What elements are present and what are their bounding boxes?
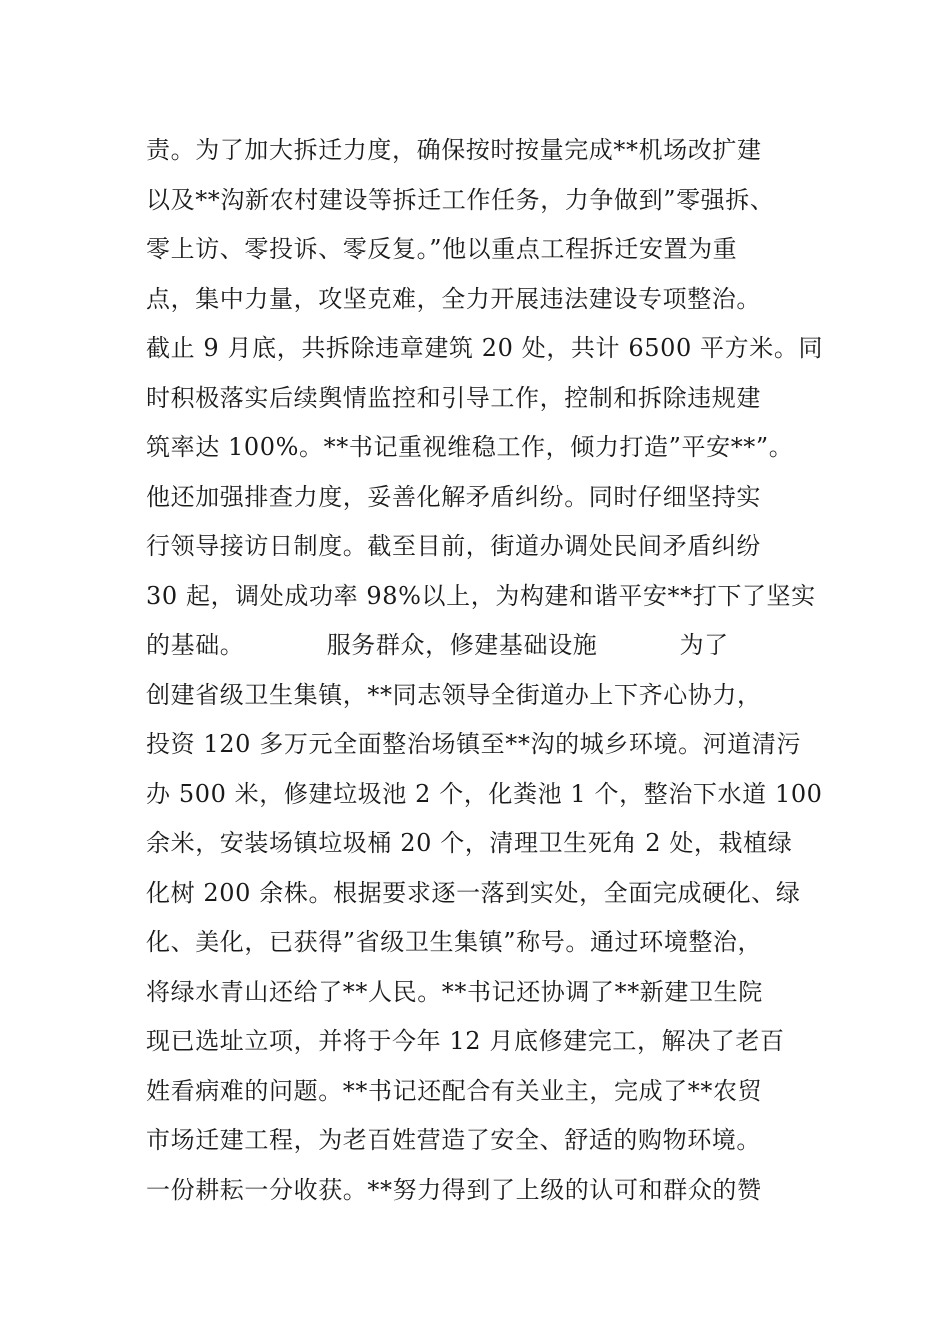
- text-line: 时积极落实后续舆情监控和引导工作，控制和拆除违规建: [146, 383, 761, 412]
- text-line: 余米，安装场镇垃圾桶 20 个，清理卫生死角 2 处，栽植绿: [146, 829, 793, 857]
- text-line: 化树 200 余株。根据要求逐一落到实处，全面完成硬化、绿: [146, 878, 801, 907]
- text-line: 姓看病难的问题。**书记还配合有关业主，完成了**农贸: [146, 1076, 763, 1105]
- text-line: 将绿水青山还给了**人民。**书记还协调了**新建卫生院: [146, 977, 763, 1006]
- text-line: 一份耕耘一分收获。**努力得到了上级的认可和群众的赞: [146, 1175, 762, 1204]
- body-text: [146, 126, 836, 1215]
- text-line: 现已选址立项，并将于今年 12 月底修建完工，解决了老百: [146, 1027, 785, 1055]
- text-line: 点，集中力量，攻坚克难，全力开展违法建设专项整治。: [146, 284, 761, 313]
- text-line: 的基础。 服务群众，修建基础设施 为了: [146, 631, 729, 659]
- text-line: 化、美化，已获得”省级卫生集镇”称号。通过环境整治，: [146, 928, 763, 956]
- text-line: 投资 120 多万元全面整治场镇至**沟的城乡环境。河道清污: [146, 730, 802, 758]
- text-line: 办 500 米，修建垃圾池 2 个，化粪池 1 个，整治下水道 100: [146, 779, 823, 808]
- text-line: 责。为了加大拆迁力度，确保按时按量完成**机场改扩建: [146, 136, 762, 164]
- text-line: 零上访、零投诉、零反复。”他以重点工程拆迁安置为重: [146, 235, 738, 263]
- text-line: 创建省级卫生集镇，**同志领导全街道办上下齐心协力，: [146, 680, 762, 709]
- text-line: 市场迁建工程，为老百姓营造了安全、舒适的购物环境。: [146, 1126, 761, 1154]
- text-line: 行领导接访日制度。截至目前，街道办调处民间矛盾纠纷: [146, 532, 761, 560]
- text-line: 筑率达 100%。**书记重视维稳工作，倾力打造”平安**”。: [146, 433, 794, 461]
- text-line: 截止 9 月底，共拆除违章建筑 20 处，共计 6500 平方米。同: [146, 334, 824, 362]
- text-line: 他还加强排查力度，妥善化解矛盾纠纷。同时仔细坚持实: [146, 482, 761, 511]
- text-line: 30 起，调处成功率 98%以上，为构建和谐平安**打下了坚实: [146, 581, 816, 610]
- text-line: 以及**沟新农村建设等拆迁工作任务，力争做到”零强拆、: [146, 185, 775, 214]
